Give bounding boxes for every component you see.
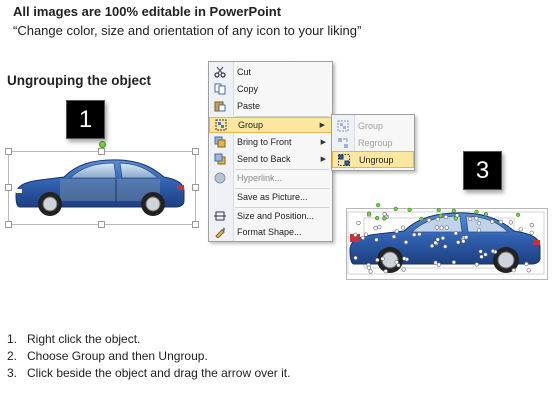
selection-handle[interactable]	[462, 239, 466, 243]
selection-handle[interactable]	[434, 261, 438, 265]
submenu-item-label: Regroup	[358, 137, 393, 148]
selection-handle[interactable]	[354, 233, 358, 237]
rotate-handle[interactable]	[394, 207, 398, 211]
submenu-arrow-icon: ▶	[320, 139, 326, 146]
regroup-icon	[336, 137, 350, 149]
paste-icon	[213, 100, 227, 112]
selection-handle[interactable]	[434, 241, 438, 245]
selection-handle[interactable]	[395, 260, 399, 264]
menu-item-copy[interactable]	[209, 81, 332, 97]
resize-handle[interactable]	[192, 184, 199, 191]
section-title: Ungrouping the object	[7, 73, 151, 88]
selection-handle[interactable]	[378, 225, 382, 229]
menu-item-label: Format Shape...	[237, 227, 302, 237]
group-icon	[214, 119, 228, 131]
selection-handle[interactable]	[404, 241, 408, 245]
selection-handle[interactable]	[530, 231, 534, 235]
selection-handle[interactable]	[418, 233, 422, 237]
copy-icon	[213, 83, 227, 95]
hyperlink-icon	[213, 172, 227, 184]
selection-handle[interactable]	[374, 226, 378, 230]
menu-item-label: Bring to Front	[237, 137, 292, 147]
ungroup-icon	[337, 154, 351, 166]
menu-item-paste[interactable]	[209, 98, 332, 114]
selection-handle[interactable]	[392, 235, 396, 239]
step-number-3: 3	[463, 151, 502, 190]
selection-handle[interactable]	[480, 255, 484, 259]
menu-item-label: Paste	[237, 101, 261, 111]
selection-handle[interactable]	[354, 256, 358, 260]
selection-handle[interactable]	[375, 238, 379, 242]
selection-handle[interactable]	[445, 226, 449, 230]
selection-handle[interactable]	[357, 221, 361, 225]
selection-handle[interactable]	[464, 236, 468, 240]
selection-handle[interactable]	[454, 231, 458, 235]
instruction-number: 2.	[7, 349, 18, 363]
selection-handle[interactable]	[364, 233, 368, 237]
rotate-handle[interactable]	[383, 217, 387, 221]
selection-handle[interactable]	[499, 220, 503, 224]
selection-handle[interactable]	[436, 238, 440, 242]
selection-handle[interactable]	[444, 215, 448, 219]
selection-handle[interactable]	[383, 212, 387, 216]
selection-handle[interactable]	[468, 217, 472, 221]
resize-handle[interactable]	[192, 221, 199, 228]
car-image[interactable]	[10, 153, 192, 221]
bring-front-icon	[213, 136, 227, 148]
menu-item-group[interactable]	[209, 117, 332, 133]
menu-item-send-to-back[interactable]	[209, 151, 332, 167]
submenu-item-ungroup[interactable]	[332, 151, 414, 168]
selection-handle[interactable]	[477, 221, 481, 225]
selection-handle[interactable]	[527, 269, 531, 273]
submenu-item-label: Ungroup	[359, 154, 394, 165]
selection-handle[interactable]	[381, 257, 385, 261]
menu-item-bring-to-front[interactable]	[209, 134, 332, 150]
selection-handle[interactable]	[367, 266, 371, 270]
rotate-handle[interactable]	[454, 217, 458, 221]
size-position-icon	[213, 210, 227, 222]
rotate-handle[interactable]	[439, 214, 443, 218]
selection-handle[interactable]	[509, 221, 513, 225]
step-number-1: 1	[66, 100, 105, 139]
ungrouped-car-image[interactable]	[344, 200, 550, 280]
submenu-item-group[interactable]	[332, 117, 414, 134]
selection-handle[interactable]	[456, 241, 460, 245]
selection-handle[interactable]	[452, 260, 456, 264]
selection-handle[interactable]	[402, 268, 406, 272]
selection-handle[interactable]	[403, 257, 407, 261]
selection-handle[interactable]	[477, 229, 481, 233]
selection-handle[interactable]	[443, 245, 447, 249]
group-icon	[336, 120, 350, 132]
menu-item-hyperlink[interactable]	[209, 170, 332, 186]
menu-item-label: Send to Back	[237, 154, 291, 164]
menu-item-label: Hyperlink...	[237, 173, 283, 183]
selection-handle[interactable]	[491, 249, 495, 253]
rotate-handle[interactable]	[516, 213, 520, 217]
rotate-handle[interactable]	[452, 209, 456, 213]
selection-handle[interactable]	[427, 219, 431, 223]
send-back-icon	[213, 153, 227, 165]
selection-handle[interactable]	[384, 269, 388, 273]
context-menu	[208, 61, 333, 242]
page-title: All images are 100% editable in PowerPoint	[13, 4, 282, 19]
submenu-item-regroup[interactable]	[332, 134, 414, 151]
selection-handle[interactable]	[479, 250, 483, 254]
format-shape-icon	[213, 226, 227, 238]
scissors-icon	[213, 66, 227, 78]
selection-handle[interactable]	[490, 220, 494, 224]
selection-handle[interactable]	[519, 228, 523, 232]
selection-handle[interactable]	[512, 268, 516, 272]
selection-handle[interactable]	[530, 223, 534, 227]
menu-item-size-and-position[interactable]	[209, 208, 332, 224]
instruction-text: Right click the object.	[27, 332, 141, 346]
selection-handle[interactable]	[475, 217, 479, 221]
menu-item-format-shape[interactable]	[209, 224, 332, 240]
rotate-handle[interactable]	[475, 210, 479, 214]
menu-item-label: Group	[238, 120, 264, 130]
rotate-handle[interactable]	[367, 212, 371, 216]
rotate-handle[interactable]	[375, 216, 379, 220]
selection-handle[interactable]	[395, 229, 399, 233]
menu-item-label: Cut	[237, 67, 252, 77]
selection-handle[interactable]	[376, 258, 380, 262]
instruction-number: 3.	[7, 366, 18, 380]
selection-handle[interactable]	[525, 262, 529, 266]
rotate-handle[interactable]	[420, 217, 424, 221]
rotate-handle[interactable]	[376, 203, 380, 207]
resize-handle[interactable]	[98, 221, 105, 228]
rotate-handle[interactable]	[99, 141, 106, 148]
menu-item-label: Size and Position...	[237, 211, 315, 221]
selection-handle[interactable]	[437, 263, 441, 267]
instruction-text: Choose Group and then Ungroup.	[27, 349, 208, 363]
submenu-item-label: Group	[358, 120, 384, 131]
selection-handle[interactable]	[435, 226, 439, 230]
selection-handle[interactable]	[436, 217, 440, 221]
resize-handle[interactable]	[5, 221, 12, 228]
rotate-handle[interactable]	[484, 212, 488, 216]
resize-handle[interactable]	[192, 148, 199, 155]
selection-handle[interactable]	[361, 236, 365, 240]
menu-item-label: Save as Picture...	[237, 192, 308, 202]
selection-handle[interactable]	[412, 233, 416, 237]
rotate-handle[interactable]	[437, 208, 441, 212]
rotate-handle[interactable]	[408, 208, 412, 212]
selection-handle[interactable]	[475, 263, 479, 267]
selection-handle[interactable]	[430, 244, 434, 248]
page-subtitle: “Change color, size and orientation of any icon to your liking”	[13, 23, 362, 38]
group-submenu	[331, 114, 415, 171]
menu-item-cut[interactable]	[209, 64, 332, 80]
instruction-number: 1.	[7, 332, 18, 346]
menu-item-save-as-picture[interactable]	[209, 189, 332, 205]
selection-handle[interactable]	[441, 236, 445, 240]
selection-handle[interactable]	[440, 226, 444, 230]
selection-handle[interactable]	[369, 270, 373, 274]
selection-handle[interactable]	[484, 253, 488, 257]
menu-item-label: Copy	[237, 84, 259, 94]
submenu-arrow-icon: ▶	[320, 156, 326, 163]
submenu-arrow-icon: ▶	[319, 122, 325, 129]
selection-handle[interactable]	[401, 226, 405, 230]
instruction-text: Click beside the object and drag the arrow over it.	[27, 366, 291, 380]
